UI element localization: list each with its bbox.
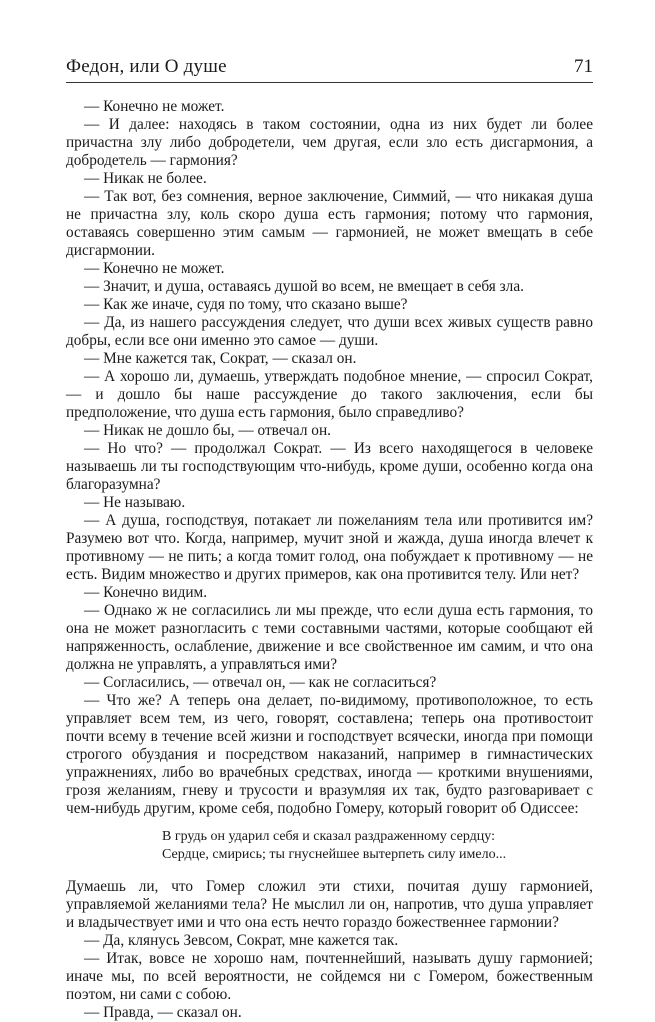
paragraph: — Как же иначе, судя по тому, что сказано выше?	[84, 296, 408, 313]
verse-quote	[66, 828, 593, 864]
paragraph: — Правда, — сказал он.	[84, 1004, 242, 1021]
paragraph: — Никак не дошло бы, — отвечал он.	[84, 422, 331, 439]
paragraph: — Согласились, — отвечал он, — как не согласиться?	[84, 674, 437, 691]
body-text	[66, 98, 593, 1022]
paragraph: — Да, из нашего рассуждения следует, что души всех живых существ равно добры, если все они именно это самое — души.	[66, 314, 593, 349]
paragraph: — Никак не более.	[84, 170, 207, 187]
paragraph: — Не называю.	[84, 494, 186, 511]
paragraph: — Так вот, без сомнения, верное заключение, Симмий, — что никакая душа не причастна злу, коль скоро душа есть гармония; потому что гармония, оставаясь совершенно этим самым — гармонией, не может вмещать в себе дисгармонии.	[66, 188, 593, 259]
paragraph: — А душа, господствуя, потакает ли пожеланиям тела или противится им? Разумею вот что. Когда, например, мучит зной и жажда, душа иногда влечет к противному — не пить; а когда томит голод, она побуждает к противному — не есть. Видим множество и других примеров, как она противится телу. Или нет?	[66, 512, 593, 583]
paragraph: — И далее: находясь в таком состоянии, одна из них будет ли более причастна злу либо добродетели, чем другая, если зло есть дисгармония, а добродетель — гармония?	[66, 116, 593, 169]
paragraph: Думаешь ли, что Гомер сложил эти стихи, почитая душу гармонией, управляемой желаниями тела? Не мыслил ли он, напротив, что душа управляет и владычествует ими и что она есть нечто гораздо божественнее гармонии?	[66, 878, 593, 931]
running-title: Федон, или О душе	[66, 56, 227, 77]
paragraph: — Конечно видим.	[84, 584, 208, 601]
paragraph: — Однако ж не согласились ли мы прежде, что если душа есть гармония, то она не может разногласить с теми составными частями, которые сообщают ей напряженность, ослабление, движение и все свойственное им самим, и что она должна не управлять, а управляться ими?	[66, 602, 593, 673]
paragraph: — Итак, вовсе не хорошо нам, почтеннейший, называть душу гармонией; иначе мы, по всей вероятности, не сойдемся ни с Гомером, божественным поэтом, ни сами с собою.	[66, 950, 593, 1003]
verse-line: В грудь он ударил себя и сказал раздраженному сердцу:	[162, 829, 495, 844]
paragraph: — А хорошо ли, думаешь, утверждать подобное мнение, — спросил Сократ, — и дошло бы наше рассуждение до такого заключения, если бы предположение, что душа есть гармония, было справедливо?	[66, 368, 593, 421]
paragraph: — Что же? А теперь она делает, по-видимому, противоположное, то есть управляет всем тем, из чего, говорят, составлена; теперь она противостоит почти всему в течение всей жизни и господствует всячески, иногда при помощи строгого обуздания и посредством наказаний, например в гимнастических упражнениях, либо во врачебных средствах, иногда — кроткими внушениями, грозя желаниям, гневу и трусости и вразумляя их так, будто разговаривает с чем-нибудь другим, кроме себя, подобно Гомеру, который говорит об Одиссее:	[66, 692, 593, 817]
paragraph: — Значит, и душа, оставаясь душой во всем, не вмещает в себя зла.	[84, 278, 524, 295]
paragraph: — Конечно не может.	[84, 98, 225, 115]
paragraph: — Мне кажется так, Сократ, — сказал он.	[84, 350, 357, 367]
verse-line: Сердце, смирись; ты гнуснейшее вытерпеть силу имело...	[162, 847, 507, 862]
paragraph: — Да, клянусь Зевсом, Сократ, мне кажется так.	[84, 932, 399, 949]
paragraph: — Конечно не может.	[84, 260, 225, 277]
page-number: 71	[574, 56, 593, 77]
running-header	[66, 56, 593, 83]
paragraph: — Но что? — продолжал Сократ. — Из всего находящегося в человеке называешь ли ты господствующим что-нибудь, кроме души, особенно когда она благоразумна?	[66, 440, 593, 493]
